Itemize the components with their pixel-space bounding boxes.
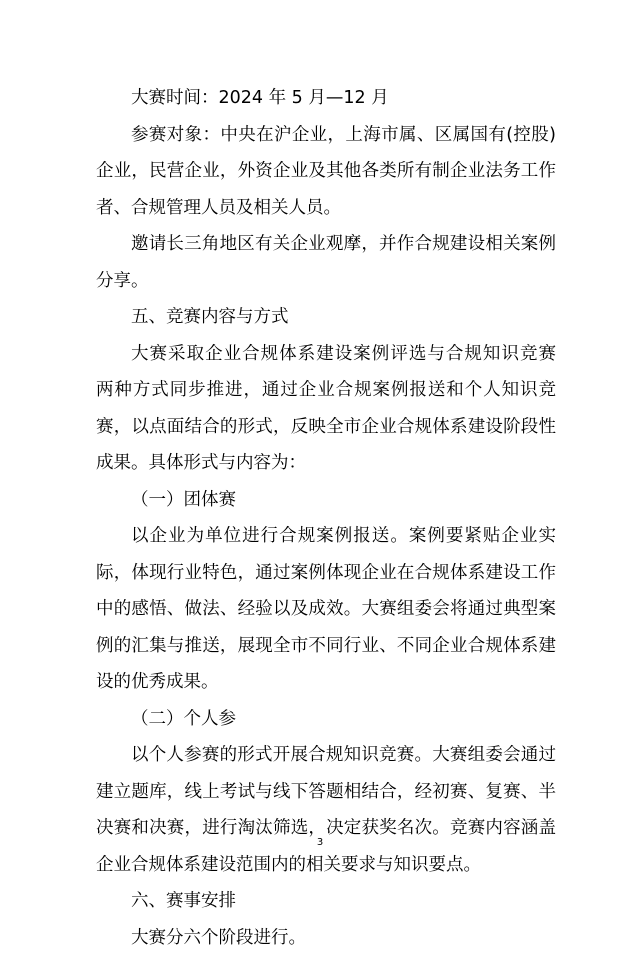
text-line-team-1: 以企业为单位进行合规案例报送。案例要紧贴企业实	[96, 518, 556, 555]
text-line-team-2: 际，体现行业特色，通过案例体现企业在合规体系建设工作	[96, 555, 556, 592]
section-heading-5: 五、竞赛内容与方式	[96, 299, 556, 336]
text-line-participants-3: 者、合规管理人员及相关人员。	[96, 190, 556, 227]
text-line-contest-time: 大赛时间：2024 年 5 月—12 月	[96, 80, 556, 117]
text-line-invite-2: 分享。	[96, 263, 556, 300]
text-line-method-2: 两种方式同步推进，通过企业合规案例报送和个人知识竞	[96, 372, 556, 409]
text-line-individual-1: 以个人参赛的形式开展合规知识竞赛。大赛组委会通过	[96, 737, 556, 774]
text-line-participants-2: 企业，民营企业，外资企业及其他各类所有制企业法务工作	[96, 153, 556, 190]
text-line-participants-1: 参赛对象：中央在沪企业，上海市属、区属国有(控股)	[96, 117, 556, 154]
body-text	[96, 80, 556, 956]
text-line-team-5: 设的优秀成果。	[96, 664, 556, 701]
text-line-individual-2: 建立题库，线上考试与线下答题相结合，经初赛、复赛、半	[96, 774, 556, 811]
page-number: 3	[0, 837, 640, 848]
text-line-individual-4: 企业合规体系建设范围内的相关要求与知识要点。	[96, 847, 556, 884]
text-line-method-4: 成果。具体形式与内容为：	[96, 445, 556, 482]
section-heading-6: 六、赛事安排	[96, 883, 556, 920]
subsection-heading-team: （一）团体赛	[96, 482, 556, 519]
text-line-individual-3: 决赛和决赛，进行淘汰筛选，决定获奖名次。竞赛内容涵盖	[96, 810, 556, 847]
text-line-invite-1: 邀请长三角地区有关企业观摩，并作合规建设相关案例	[96, 226, 556, 263]
text-line-schedule: 大赛分六个阶段进行。	[96, 920, 556, 956]
subsection-heading-individual: （二）个人参	[96, 701, 556, 738]
text-line-team-4: 例的汇集与推送，展现全市不同行业、不同企业合规体系建	[96, 628, 556, 665]
text-line-team-3: 中的感悟、做法、经验以及成效。大赛组委会将通过典型案	[96, 591, 556, 628]
text-line-method-3: 赛，以点面结合的形式，反映全市企业合规体系建设阶段性	[96, 409, 556, 446]
text-line-method-1: 大赛采取企业合规体系建设案例评选与合规知识竞赛	[96, 336, 556, 373]
